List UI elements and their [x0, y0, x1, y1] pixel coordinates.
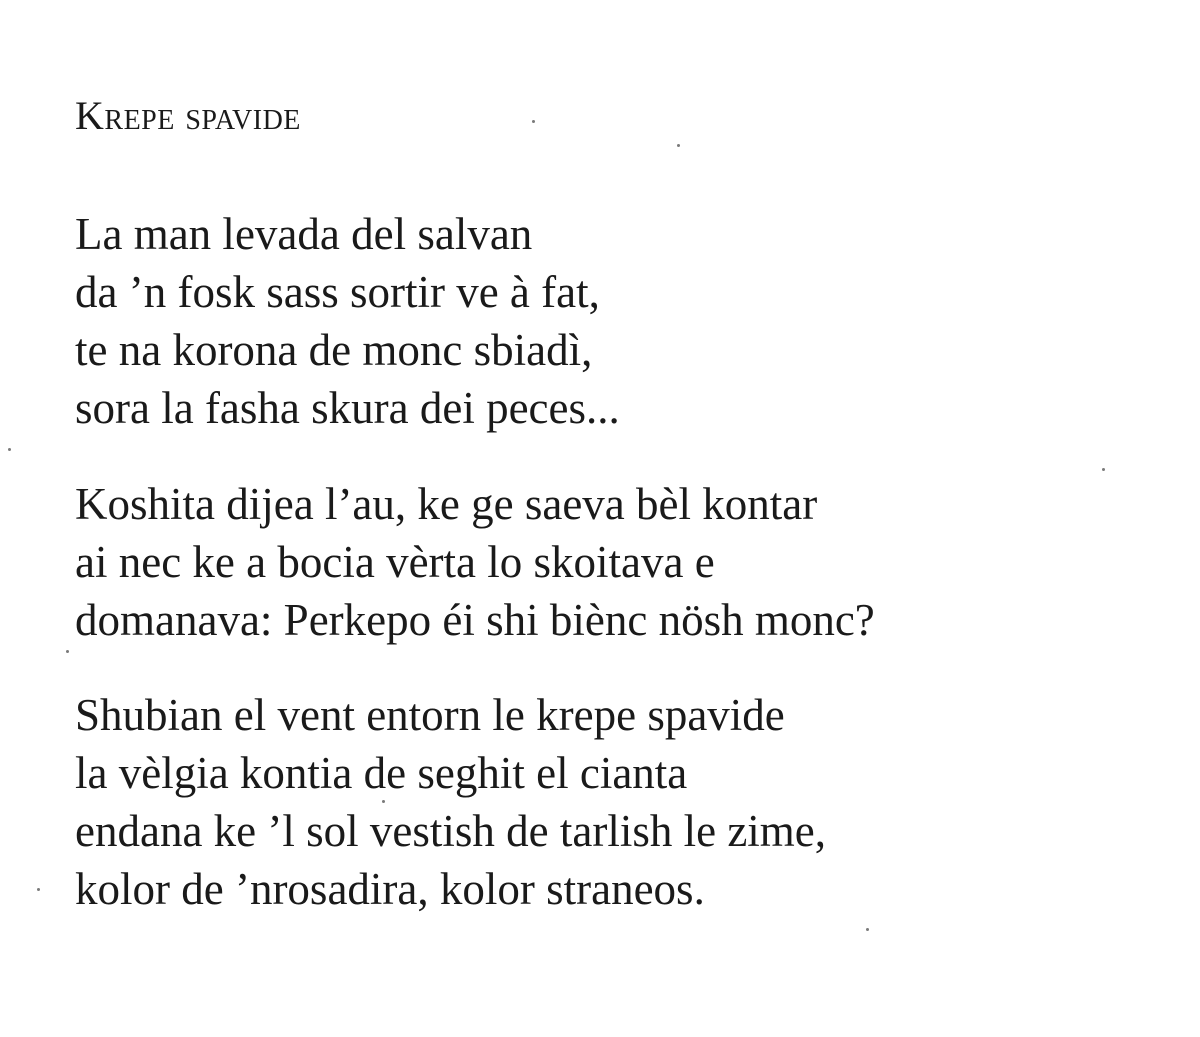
scan-speck	[37, 888, 40, 891]
stanza-2	[75, 475, 875, 649]
scan-speck	[8, 448, 11, 451]
poem-line: te na korona de monc sbiadì,	[75, 325, 593, 375]
poem-line: Shubian el vent entorn le krepe spavide	[75, 690, 785, 740]
poem-line: sora la fasha skura dei peces...	[75, 383, 620, 433]
poem-line: kolor de ’nrosadira, kolor straneos.	[75, 864, 705, 914]
scan-speck	[532, 120, 535, 123]
poem-line: endana ke ’l sol vestish de tarlish le zime,	[75, 806, 827, 856]
poem-line: da ’n fosk sass sortir ve à fat,	[75, 267, 600, 317]
scan-speck	[1102, 468, 1105, 471]
poem-line: Koshita dijea l’au, ke ge saeva bèl kontar	[75, 479, 818, 529]
poem-line: domanava: Perkepo éi shi biènc nösh monc?	[75, 595, 875, 645]
stanza-1	[75, 205, 620, 437]
stanza-3	[75, 686, 826, 918]
poem-line: ai nec ke a bocia vèrta lo skoitava e	[75, 537, 715, 587]
scan-speck	[677, 144, 680, 147]
poem-line: la vèlgia kontia de seghit el cianta	[75, 748, 688, 798]
poem-line: La man levada del salvan	[75, 209, 533, 259]
scan-speck	[866, 928, 869, 931]
poem-title: Krepe spavide	[75, 93, 301, 138]
scan-speck	[66, 650, 69, 653]
scan-speck	[382, 800, 385, 803]
